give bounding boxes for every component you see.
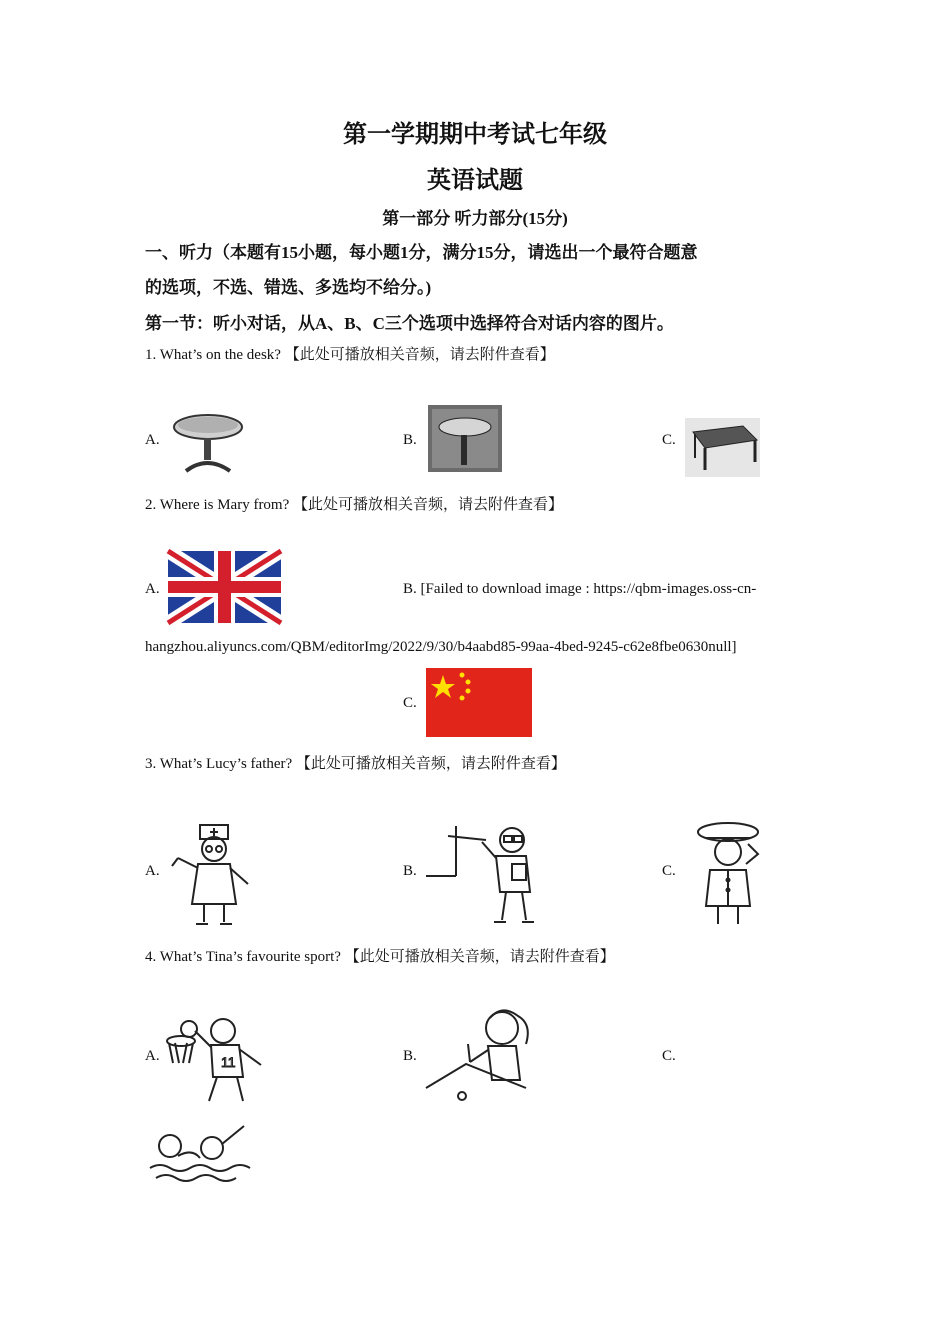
q4-option-a-label[interactable]: A. bbox=[145, 1048, 160, 1064]
q4-option-b-label[interactable]: B. bbox=[403, 1048, 417, 1064]
q1-option-a-label[interactable]: A. bbox=[145, 432, 160, 448]
instruction-line-1: 一、听力（本题有15小题，每小题1分，满分15分，请选出一个最符合题意 bbox=[145, 243, 698, 262]
q1-option-c-label[interactable]: C. bbox=[662, 432, 676, 448]
china-flag-icon bbox=[426, 668, 532, 737]
girl-drawing-icon bbox=[426, 1000, 538, 1100]
round-table-icon bbox=[170, 405, 245, 477]
swimmers-icon bbox=[148, 1122, 256, 1188]
uk-flag-icon bbox=[168, 551, 281, 623]
exam-title: 第一学期期中考试七年级 bbox=[343, 122, 607, 148]
basketball-player-icon bbox=[165, 1015, 265, 1107]
section-1-heading: 第一节：听小对话，从A、B、C三个选项中选择符合对话内容的图片。 bbox=[145, 314, 674, 333]
square-table-icon bbox=[685, 418, 760, 477]
exam-subtitle: 英语试题 bbox=[427, 168, 523, 194]
q2-option-b-failed-image[interactable]: B. [Failed to download image : https://qbm-images.oss-cn- bbox=[403, 581, 757, 597]
q2-option-c-label[interactable]: C. bbox=[403, 695, 417, 711]
q3-option-b-label[interactable]: B. bbox=[403, 863, 417, 879]
q2-option-a-label[interactable]: A. bbox=[145, 581, 160, 597]
part-heading: 第一部分 听力部分(15分) bbox=[382, 209, 568, 228]
q3-option-c-label[interactable]: C. bbox=[662, 863, 676, 879]
question-4-text: 4. What’s Tina’s favourite sport? 【此处可播放相关音频，请去附件查看】 bbox=[145, 949, 615, 965]
policeman-icon bbox=[690, 820, 764, 928]
svg-text:11: 11 bbox=[221, 1054, 236, 1070]
question-1-text: 1. What’s on the desk? 【此处可播放相关音频，请去附件查看】 bbox=[145, 347, 555, 363]
q3-option-a-label[interactable]: A. bbox=[145, 863, 160, 879]
teacher-icon bbox=[426, 822, 544, 926]
table-photo-icon bbox=[428, 405, 502, 472]
q2-failed-image-url-cont: hangzhou.aliyuncs.com/QBM/editorImg/2022/9/30/b4aabd85-99aa-4bed-9245-c62e8fbe0630null] bbox=[145, 639, 737, 655]
instruction-line-2: 的选项，不选、错选、多选均不给分。) bbox=[145, 278, 432, 297]
question-3-text: 3. What’s Lucy’s father? 【此处可播放相关音频，请去附件查看】 bbox=[145, 756, 566, 772]
q1-option-b-label[interactable]: B. bbox=[403, 432, 417, 448]
doctor-icon bbox=[168, 822, 260, 928]
q4-option-c-label[interactable]: C. bbox=[662, 1048, 676, 1064]
question-2-text: 2. Where is Mary from? 【此处可播放相关音频，请去附件查看】 bbox=[145, 497, 564, 513]
